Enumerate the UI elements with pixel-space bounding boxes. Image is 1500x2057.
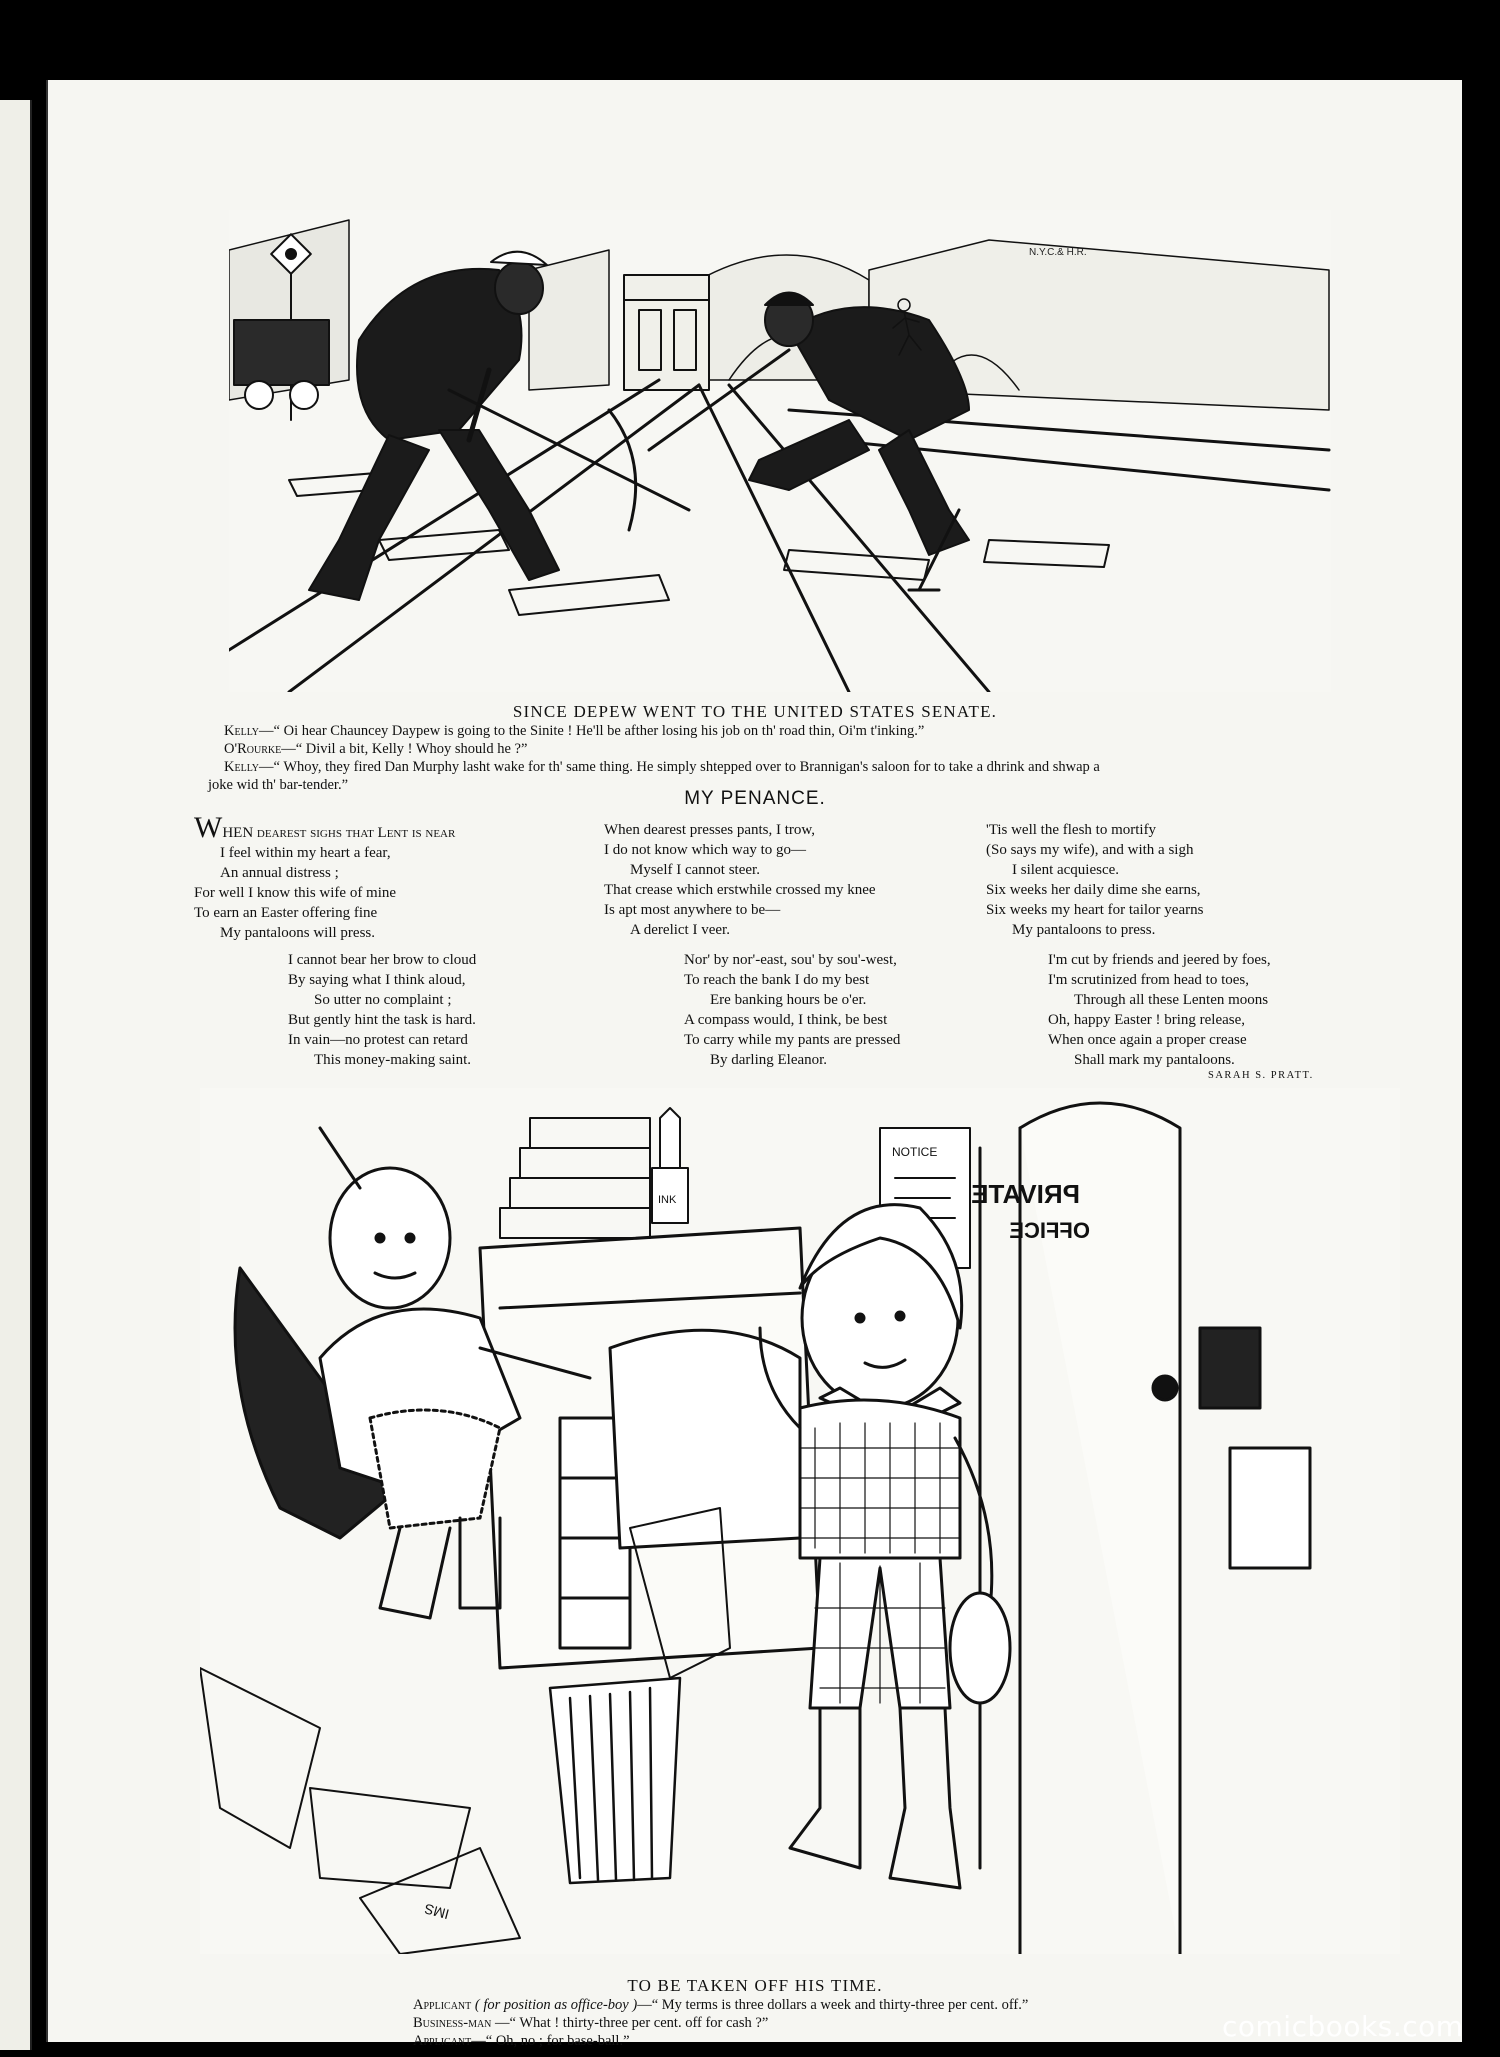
poem-line: In vain—no protest can retard	[288, 1032, 468, 1048]
poem-line: Shall mark my pantaloons.	[1074, 1052, 1235, 1068]
facing-page-edge	[0, 100, 32, 2050]
poem-stanza-3	[986, 820, 1203, 940]
poem-line: So utter no complaint ;	[314, 992, 452, 1008]
door-sign-line-2: OFFICE	[1009, 1218, 1090, 1243]
poem-author: SARAH S. PRATT.	[1208, 1070, 1314, 1081]
speaker-name: Applicant	[413, 2033, 472, 2049]
poem-line: I cannot bear her brow to cloud	[288, 952, 477, 968]
dialog-text: —“ What ! thirty-three per cent. off for cash ?”	[491, 2015, 769, 2031]
poem-line: (So says my wife), and with a sigh	[986, 842, 1194, 858]
poem-line: My pantaloons will press.	[220, 925, 375, 941]
dialog-text: —“ Whoy, they fired Dan Murphy lasht wake for th' same thing. He simply shtepped over to Brannigan's saloon for to take a dhrink and shwap a	[259, 759, 1100, 775]
poem-line: I feel within my heart a fear,	[220, 845, 391, 861]
cartoon2-line-2	[413, 2014, 768, 2033]
poem-line: But gently hint the task is hard.	[288, 1012, 476, 1028]
poem-line: When once again a proper crease	[1048, 1032, 1247, 1048]
site-watermark: comicbooks.com	[1222, 2010, 1464, 2043]
poem-line: HEN dearest sighs that Lent is near	[222, 825, 456, 841]
poem-line: Myself I cannot steer.	[630, 862, 760, 878]
poem-line: 'Tis well the flesh to mortify	[986, 822, 1157, 838]
paper-label: IMS	[422, 1900, 451, 1923]
drop-cap: W	[194, 811, 223, 844]
speaker-name: O'Rourke	[224, 741, 282, 757]
railroad-sign: N.Y.C.& H.R.	[1029, 247, 1087, 258]
cartoon1-line-1	[224, 722, 924, 741]
cartoon1-title: SINCE DEPEW WENT TO THE UNITED STATES SENATE.	[512, 702, 998, 721]
poem-stanza-2	[604, 820, 876, 940]
poem-line: I'm scrutinized from head to toes,	[1048, 972, 1249, 988]
poem-line: Six weeks her daily dime she earns,	[986, 882, 1201, 898]
poem-line: That crease which erstwhile crossed my knee	[604, 882, 876, 898]
poem-line: A derelict I veer.	[630, 922, 730, 938]
poem-line: I'm cut by friends and jeered by foes,	[1048, 952, 1271, 968]
poem-line: By darling Eleanor.	[710, 1052, 828, 1068]
poem-line: A compass would, I think, be best	[684, 1012, 888, 1028]
poem-line: My pantaloons to press.	[1012, 922, 1156, 938]
poem-stanza-6	[1048, 950, 1271, 1070]
speaker-name: Business-man	[413, 2015, 492, 2031]
dialog-text: joke wid th' bar-tender.”	[208, 777, 349, 793]
poem-line: To earn an Easter offering fine	[194, 905, 378, 921]
dialog-text: —“ My terms is three dollars a week and thirty-three per cent. off.”	[637, 1997, 1029, 2013]
poem-stanza-4	[288, 950, 476, 1070]
speaker-aside: ( for position as office-boy )	[474, 1997, 638, 2013]
poem-line: Oh, happy Easter ! bring release,	[1048, 1012, 1246, 1028]
poem-line: This money-making saint.	[314, 1052, 472, 1068]
ink-label: INK	[658, 1194, 677, 1206]
railroad-workers-illustration	[229, 210, 1331, 692]
poem-line: I do not know which way to go—	[604, 842, 807, 858]
dialog-text: —“ Oh, no ; for base-ball.”	[471, 2033, 630, 2049]
poem-title: MY PENANCE.	[684, 788, 826, 809]
poem-line: Ere banking hours be o'er.	[710, 992, 867, 1008]
poem-line: I silent acquiesce.	[1012, 862, 1120, 878]
poem-line: Through all these Lenten moons	[1074, 992, 1269, 1008]
poem-line: Six weeks my heart for tailor yearns	[986, 902, 1204, 918]
speaker-name: Kelly	[224, 759, 260, 775]
speaker-name: Applicant	[413, 1997, 472, 2013]
poem-line: For well I know this wife of mine	[194, 885, 397, 901]
poem-line: An annual distress ;	[220, 865, 339, 881]
door-sign-line-1: PRIVATE	[971, 1179, 1080, 1209]
poem-line: To reach the bank I do my best	[684, 972, 870, 988]
poem-line: Nor' by nor'-east, sou' by sou'-west,	[684, 952, 897, 968]
poem-line: When dearest presses pants, I trow,	[604, 822, 816, 838]
speaker-name: Kelly	[224, 723, 260, 739]
poem-line: By saying what I think aloud,	[288, 972, 466, 988]
notice-label: NOTICE	[892, 1145, 938, 1159]
cartoon2-title: TO BE TAKEN OFF HIS TIME.	[627, 1976, 883, 1995]
poem-line: Is apt most anywhere to be—	[604, 902, 781, 918]
magazine-page	[46, 80, 1462, 2049]
poem-stanza-1	[194, 811, 456, 943]
cartoon2-line-3	[413, 2032, 630, 2051]
cartoon1-line-3	[224, 758, 1100, 777]
poem-stanza-5	[684, 950, 900, 1070]
cartoon2-line-1	[413, 1996, 1028, 2015]
office-boy-illustration	[200, 1088, 1400, 1954]
poem-line: To carry while my pants are pressed	[684, 1032, 901, 1048]
dialog-text: —“ Divil a bit, Kelly ! Whoy should he ?”	[281, 741, 528, 757]
cartoon1-line-2	[224, 740, 527, 759]
dialog-text: —“ Oi hear Chauncey Daypew is going to the Sinite ! He'll be afther losing his job on th' road thin, Oi'm t'inking.”	[259, 723, 925, 739]
